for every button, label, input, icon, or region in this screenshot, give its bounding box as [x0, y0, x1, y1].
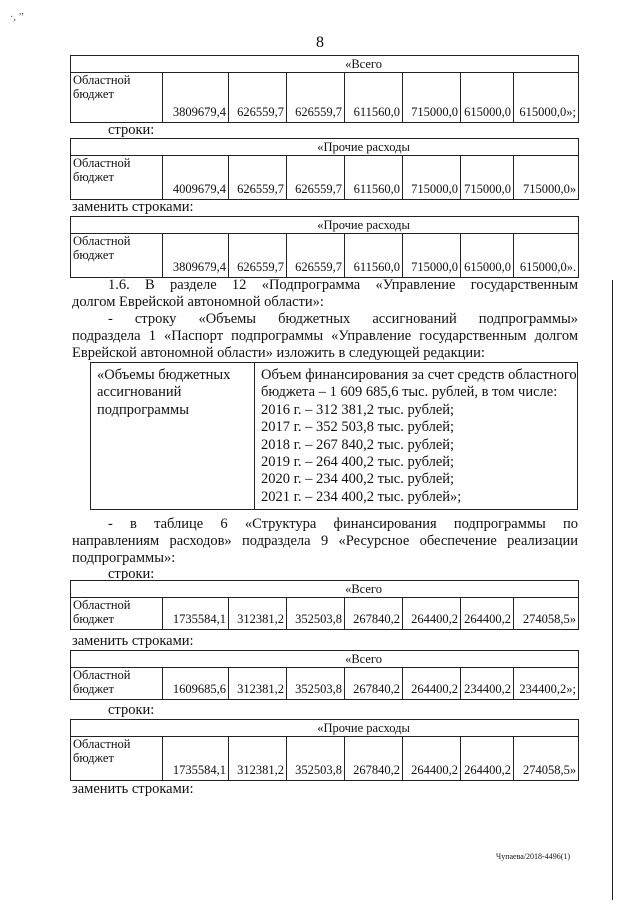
- cell-2016: 312381,2: [229, 598, 287, 630]
- cell-2018: 611560,0: [345, 234, 403, 278]
- cell-2018: 267840,2: [345, 668, 403, 700]
- text-strokes: строки:: [108, 122, 155, 138]
- cell-2016: 312381,2: [229, 737, 287, 781]
- cell-2016: 626559,7: [229, 73, 287, 123]
- paragraph-1-6-line-1: 1.6. В разделе 12 «Подпрограмма «Управление государственным: [108, 277, 578, 293]
- volumes-line: 2020 г. – 234 400,2 тыс. рублей;: [261, 471, 455, 488]
- cell-2016: 312381,2: [229, 668, 287, 700]
- row-label: Областной бюджет: [71, 598, 163, 630]
- table-header: «Прочие расходы: [71, 217, 579, 234]
- budget-table-2: [70, 138, 579, 200]
- volumes-line: 2018 г. – 267 840,2 тыс. рублей;: [261, 436, 455, 453]
- page-edge-line: [612, 280, 613, 900]
- paragraph-table6-line-3: подпрограммы»:: [72, 550, 176, 566]
- cell-total: 1735584,1: [163, 598, 229, 630]
- volumes-line: 2017 г. – 352 503,8 тыс. рублей;: [261, 419, 455, 436]
- row-label: Областной бюджет: [71, 156, 163, 200]
- cell-2018: 611560,0: [345, 73, 403, 123]
- table-header: «Прочие расходы: [71, 720, 579, 737]
- row-label: Областной бюджет: [71, 737, 163, 781]
- row-label: Областной бюджет: [71, 234, 163, 278]
- paragraph-stroke-line-3: Еврейской автономной области» изложить в следующей редакции:: [72, 345, 485, 361]
- cell-2019: 264400,2: [403, 737, 461, 781]
- text-replace: заменить строками:: [72, 199, 194, 215]
- cell-total: 1609685,6: [163, 668, 229, 700]
- cell-2021: 234400,2»;: [514, 668, 579, 700]
- cell-2020: 264400,2: [461, 598, 514, 630]
- text-replace: заменить строками:: [72, 781, 194, 797]
- cell-2021: 715000,0»: [514, 156, 579, 200]
- cell-total: 4009679,4: [163, 156, 229, 200]
- paragraph-stroke-line-1: - строку «Объемы бюджетных ассигнований подпрограммы»: [108, 311, 578, 327]
- budget-table-5: [70, 650, 579, 700]
- volumes-label-line: «Объемы бюджетных: [97, 367, 231, 383]
- cell-2019: 715000,0: [403, 234, 461, 278]
- cell-2017: 626559,7: [287, 234, 345, 278]
- cell-2017: 626559,7: [287, 73, 345, 123]
- cell-2020: 264400,2: [461, 737, 514, 781]
- cell-2020: 615000,0: [461, 73, 514, 123]
- cell-2019: 264400,2: [403, 598, 461, 630]
- paragraph-table6-line-1: - в таблице 6 «Структура финансирования подпрограммы по: [108, 516, 578, 532]
- table-header: «Всего: [71, 56, 579, 73]
- text-replace: заменить строками:: [72, 633, 194, 649]
- cell-2021: 274058,5»: [514, 598, 579, 630]
- text-strokes: строки:: [108, 566, 155, 582]
- cell-2021: 615000,0».: [514, 234, 579, 278]
- cell-total: 3809679,4: [163, 234, 229, 278]
- paragraph-table6-line-2: направлениям расходов» подраздела 9 «Ресурсное обеспечение реализации: [72, 533, 578, 549]
- cell-2017: 352503,8: [287, 598, 345, 630]
- row-label: Областной бюджет: [71, 73, 163, 123]
- volumes-label-line: подпрограммы: [97, 401, 189, 418]
- footer-code: Чупаева/2018-4496(1): [496, 852, 571, 861]
- cell-2017: 352503,8: [287, 668, 345, 700]
- volumes-box-label-cell: [90, 362, 255, 510]
- volumes-line: Объем финансирования за счет средств областного: [261, 367, 577, 383]
- cell-2016: 626559,7: [229, 156, 287, 200]
- cell-2019: 715000,0: [403, 156, 461, 200]
- volumes-label-line: ассигнований: [97, 384, 182, 401]
- cell-2017: 352503,8: [287, 737, 345, 781]
- cell-2020: 715000,0: [461, 156, 514, 200]
- budget-table-3: [70, 216, 579, 278]
- text-strokes: строки:: [108, 702, 155, 718]
- cell-total: 3809679,4: [163, 73, 229, 123]
- corner-marks: ·, ’’: [10, 12, 25, 23]
- cell-2016: 626559,7: [229, 234, 287, 278]
- cell-2019: 715000,0: [403, 73, 461, 123]
- table-header: «Всего: [71, 581, 579, 598]
- budget-table-4: [70, 580, 579, 630]
- budget-table-6: [70, 719, 579, 781]
- volumes-line: 2019 г. – 264 400,2 тыс. рублей;: [261, 454, 455, 471]
- cell-2020: 615000,0: [461, 234, 514, 278]
- cell-total: 1735584,1: [163, 737, 229, 781]
- volumes-line: 2021 г. – 234 400,2 тыс. рублей»;: [261, 488, 462, 505]
- page-number: 8: [316, 34, 324, 51]
- cell-2018: 611560,0: [345, 156, 403, 200]
- paragraph-1-6-line-2: долгом Еврейской автономной области»:: [72, 294, 324, 310]
- row-label: Областной бюджет: [71, 668, 163, 700]
- cell-2021: 274058,5»: [514, 737, 579, 781]
- cell-2019: 264400,2: [403, 668, 461, 700]
- volumes-line: бюджета – 1 609 685,6 тыс. рублей, в том числе:: [261, 384, 558, 401]
- cell-2017: 626559,7: [287, 156, 345, 200]
- cell-2020: 234400,2: [461, 668, 514, 700]
- cell-2018: 267840,2: [345, 737, 403, 781]
- paragraph-stroke-line-2: подраздела 1 «Паспорт подпрограммы «Управление государственным долгом: [72, 328, 578, 344]
- volumes-box-value-cell: [254, 362, 578, 510]
- table-header: «Всего: [71, 651, 579, 668]
- cell-2021: 615000,0»;: [514, 73, 579, 123]
- cell-2018: 267840,2: [345, 598, 403, 630]
- volumes-line: 2016 г. – 312 381,2 тыс. рублей;: [261, 401, 455, 418]
- table-header: «Прочие расходы: [71, 139, 579, 156]
- budget-table-1: [70, 55, 579, 123]
